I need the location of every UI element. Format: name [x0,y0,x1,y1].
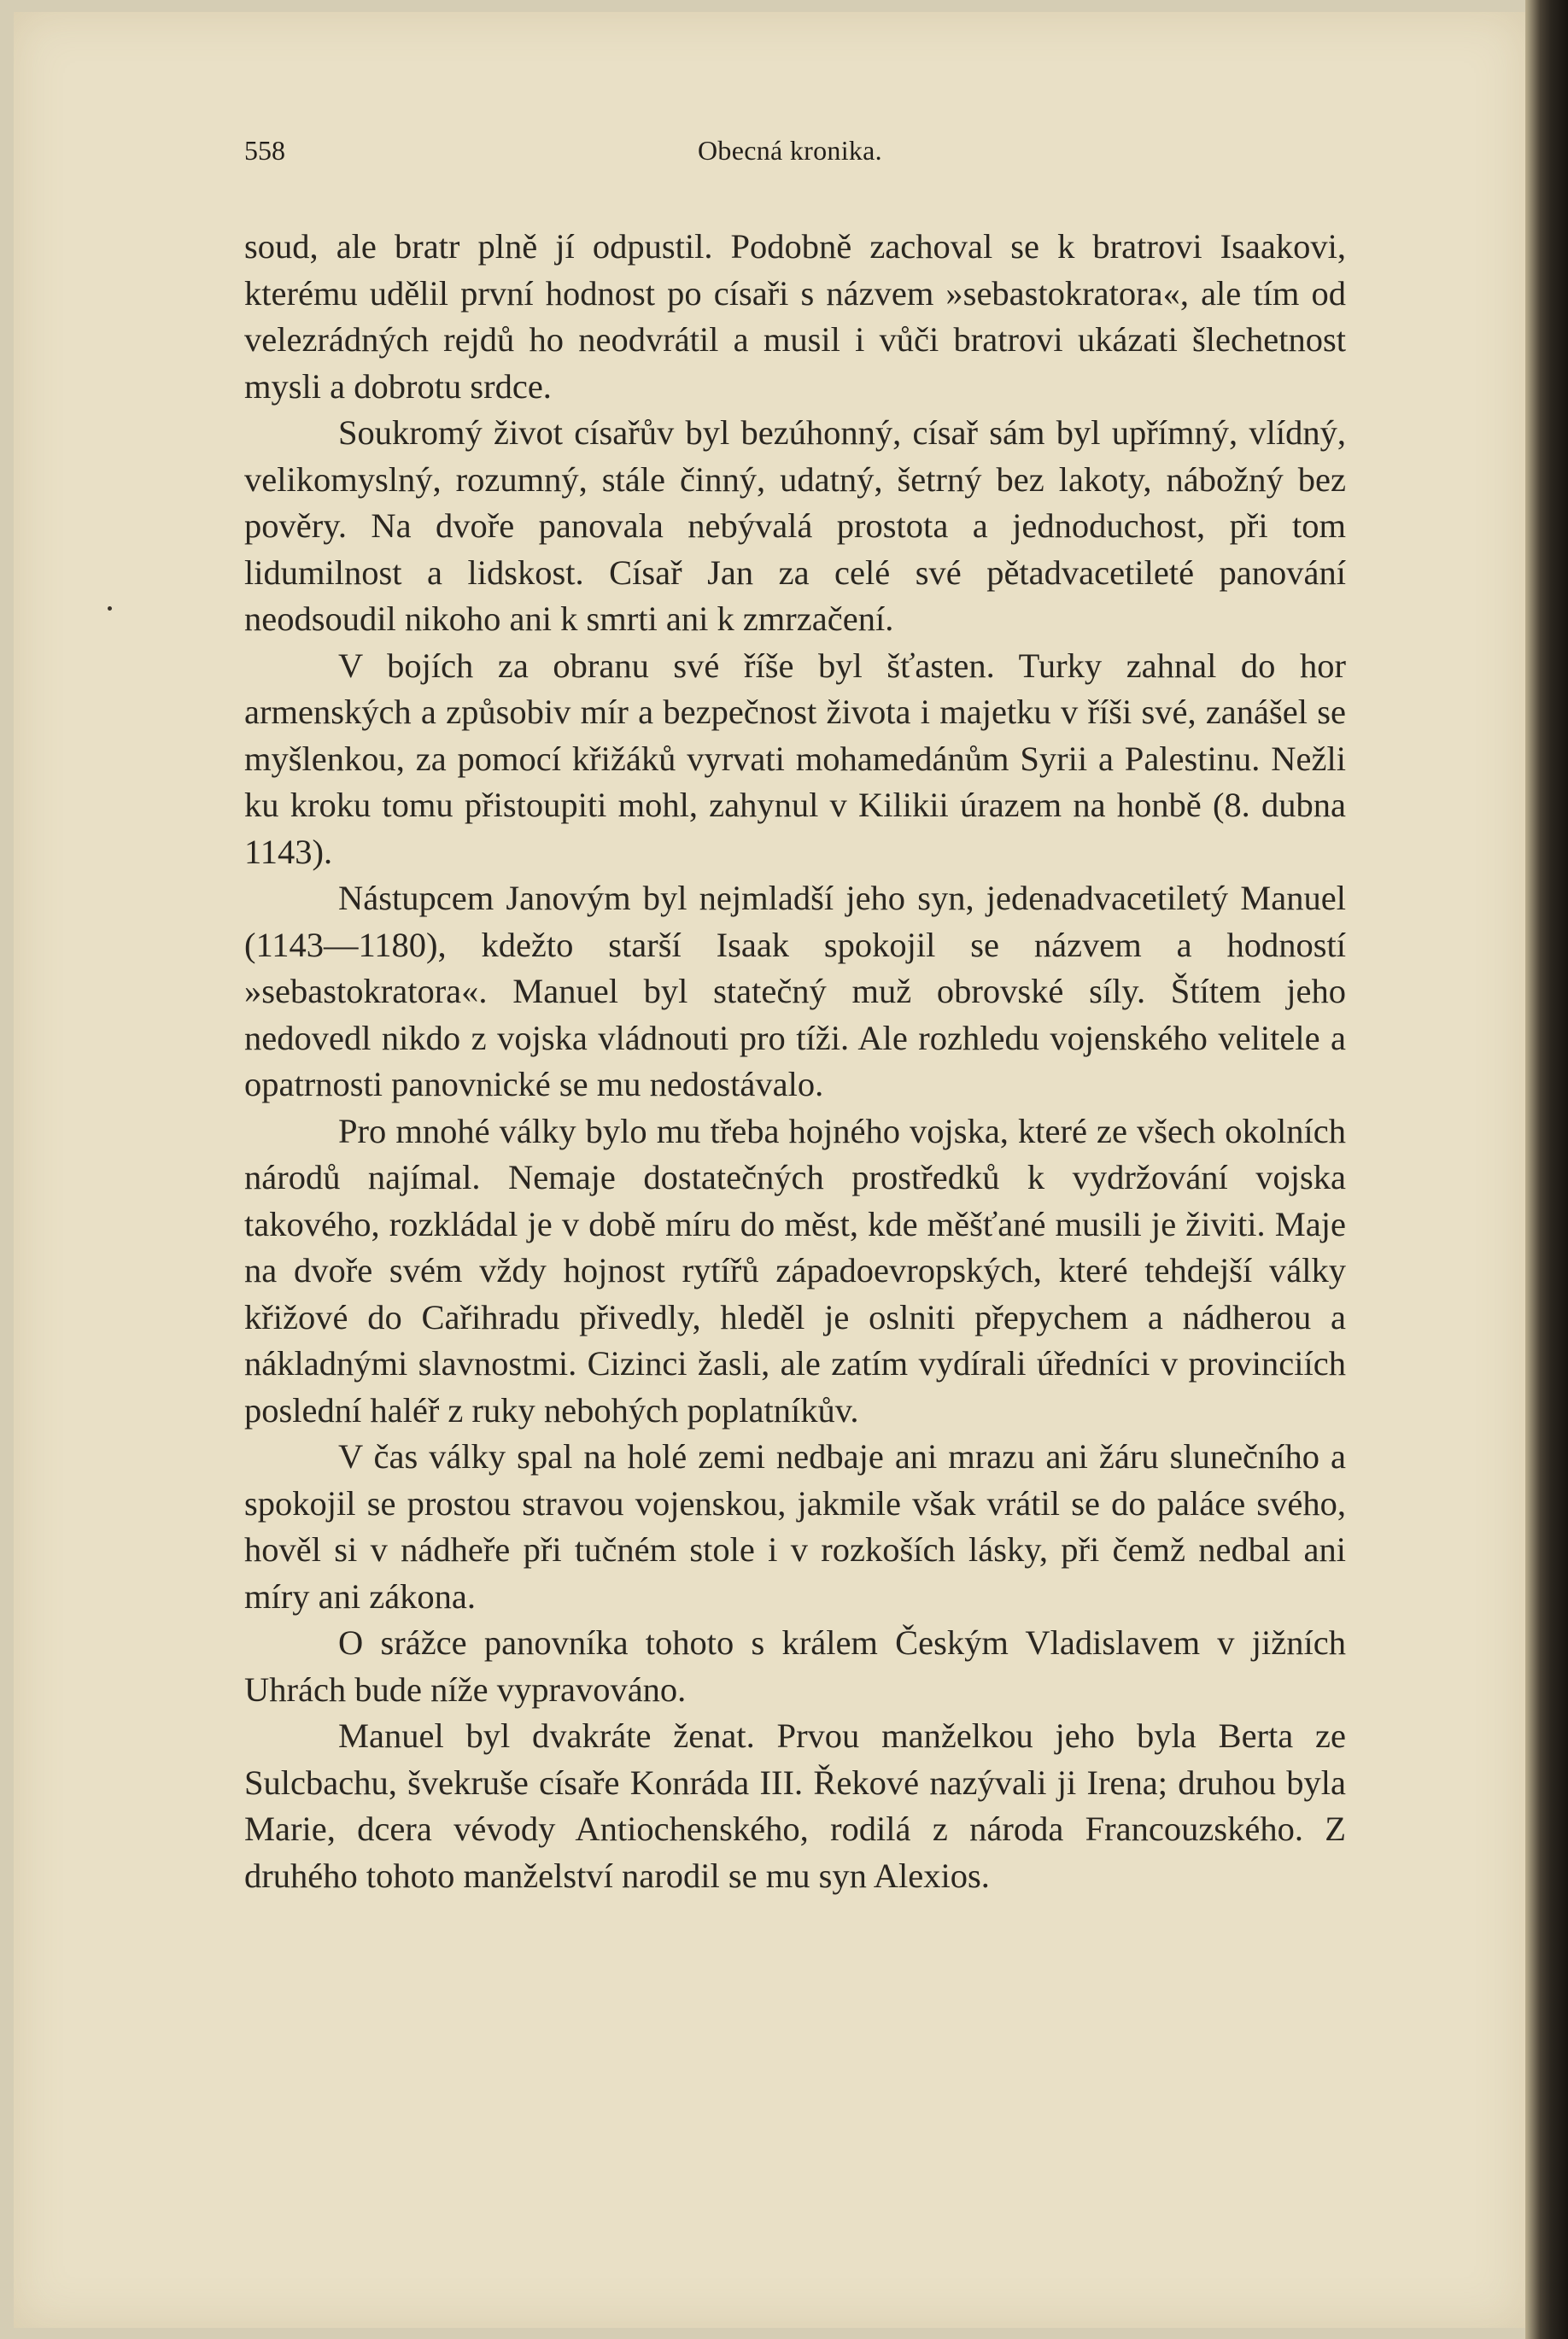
paragraph-1: soud, ale bratr plně jí odpustil. Podobně zachoval se k bratrovi Isaakovi, kterému udělil první hodnost po císaři s názvem »sebastokratora«, ale tím od velezrádných rejdů ho neodvrátil a musil i vůči bratrovi ukázati šlechetnost mysli a dobrotu srdce. [244,227,1346,406]
page-number: 558 [244,135,285,166]
paragraph-2: Soukromý život císařův byl bezúhonný, císař sám byl upřímný, vlídný, velikomyslný, rozumný, stále činný, udatný, šetrný bez lakoty, nábožný bez pověry. Na dvoře panovala nebývalá prostota a jednoduchost, při tom lidumilnost a lidskost. Císař Jan za celé své pětadvacetileté panování neodsoudil nikoho ani k smrti ani k zmrzačení. [244,413,1346,638]
paper-speck [108,606,112,611]
body-text [244,224,1346,1899]
paragraph-7: O srážce panovníka tohoto s králem Českým Vladislavem v jižních Uhrách bude níže vypravováno. [244,1623,1346,1709]
paragraph-3: V bojích za obranu své říše byl šťasten. Turky zahnal do hor armenských a způsobiv mír a bezpečnost života i majetku v říši své, zanášel se myšlenkou, za pomocí křižáků vyrvati mohamedánům Syrii a Palestinu. Nežli ku kroku tomu přistoupiti mohl, zahynul v Kilikii úrazem na honbě (8. dubna 1143). [244,646,1346,871]
book-spine-shadow [1525,0,1568,2339]
page-header [244,135,1336,169]
paragraph-6: V čas války spal na holé zemi nedbaje ani mrazu ani žáru slunečního a spokojil se prostou stravou vojenskou, jakmile však vrátil se do paláce svého, hověl si v nádheře při tučném stole i v rozkoších lásky, při čemž nedbal ani míry ani zákona. [244,1437,1346,1616]
paragraph-8: Manuel byl dvakráte ženat. Prvou manželkou jeho byla Berta ze Sulcbachu, švekruše císaře Konráda III. Řekové nazývali ji Irena; druhou byla Marie, dcera vévody Antiochenského, rodilá z národa Francouzského. Z druhého tohoto manželství narodil se mu syn Alexios. [244,1716,1346,1895]
paragraph-5: Pro mnohé války bylo mu třeba hojného vojska, které ze všech okolních národů najímal. Nemaje dostatečných prostředků k vydržování vojska takového, rozkládal je v době míru do měst, kde měšťané musili je živiti. Maje na dvoře svém vždy hojnost rytířů západoevropských, které tehdejší války křižové do Cařihradu přivedly, hleděl je oslniti přepychem a nádherou a nákladnými slavnostmi. Cizinci žasli, ale zatím vydírali úředníci v provinciích poslední haléř z ruky nebohých poplatníkův. [244,1111,1346,1430]
paragraph-4: Nástupcem Janovým byl nejmladší jeho syn, jedenadvacetiletý Manuel (1143—1180), kdežto starší Isaak spokojil se názvem a hodností »sebastokratora«. Manuel byl statečný muž obrovské síly. Štítem jeho nedovedl nikdo z vojska vládnouti pro tíži. Ale rozhledu vojenského velitele a opatrnosti panovnické se mu nedostávalo. [244,879,1346,1103]
running-title: Obecná kronika. [698,135,882,166]
